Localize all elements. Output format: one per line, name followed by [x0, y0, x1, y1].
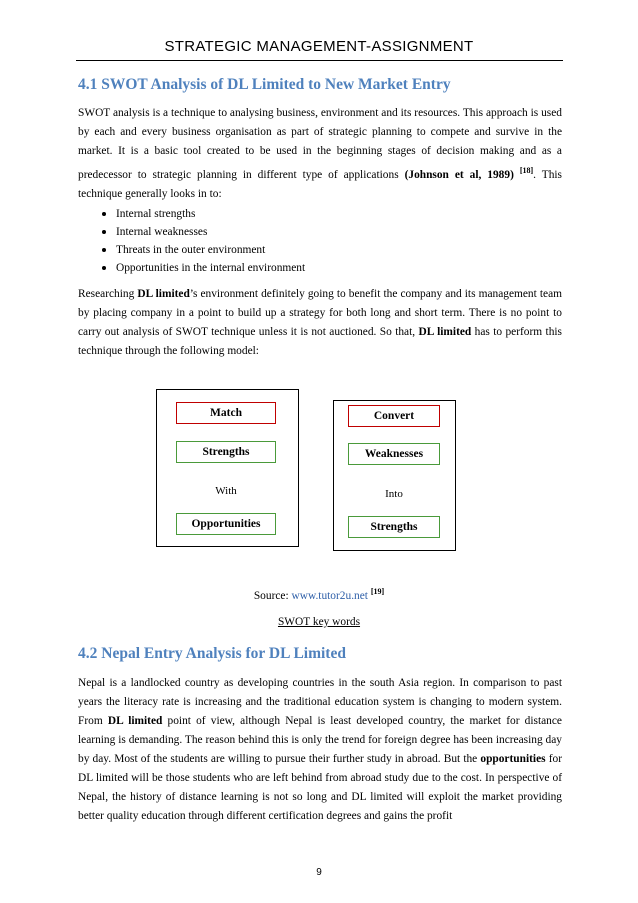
page-header: STRATEGIC MANAGEMENT-ASSIGNMENT	[164, 38, 474, 55]
citation: (Johnson et al, 1989)	[404, 168, 514, 181]
paragraph-research	[78, 285, 562, 361]
company-name: DL limited	[418, 326, 472, 338]
label-opportunities: Opportunities	[176, 513, 276, 535]
paragraph-text: has to perform this technique through the following model:	[78, 326, 562, 357]
company-name: DL limited	[107, 715, 163, 727]
list-item: Opportunities in the internal environment	[78, 259, 305, 277]
label-strengths: Strengths	[176, 441, 276, 463]
reference-marker: [18]	[519, 166, 534, 175]
section-heading-swot: 4.1 SWOT Analysis of DL Limited to New Market Entry	[78, 76, 451, 93]
paragraph-nepal	[78, 674, 562, 826]
paragraph-text: for DL limited will be those students who are left behind from abroad study due to the cost. In perspective of Nepal, the history of distance learning is not so long and DL limited will exploit the market providing better quality education through different certification degrees and gains the profit	[78, 753, 562, 822]
paragraph-text: Researching	[78, 288, 138, 300]
figure-caption	[0, 616, 638, 628]
label-match: Match	[176, 402, 276, 424]
source-line	[0, 587, 638, 602]
source-link[interactable]: www.tutor2u.net	[291, 589, 368, 602]
paragraph-text: ’s environment definitely going to benefit the company and its management team by placing company in a point to build up a strategy for both long and short term. There is no point to carry out analysis of SWOT technique unless it is not auctioned. So that,	[78, 288, 562, 338]
paragraph-swot-intro	[78, 104, 562, 204]
list-item: Internal weaknesses	[78, 223, 305, 241]
connector-with: With	[215, 485, 237, 497]
paragraph-text-tail: . This technique generally looks in to:	[78, 168, 562, 200]
list-item: Internal strengths	[78, 205, 305, 223]
section-heading-nepal: 4.2 Nepal Entry Analysis for DL Limited	[78, 645, 346, 662]
page-number: 9	[316, 867, 322, 878]
caption-text: SWOT key words	[277, 616, 361, 628]
label-weaknesses: Weaknesses	[348, 443, 440, 465]
emphasis-opportunities: opportunities	[480, 753, 546, 765]
list-item: Threats in the outer environment	[78, 241, 305, 259]
reference-marker: [19]	[370, 587, 385, 596]
paragraph-text: point of view, although Nepal is least developed country, the market for distance learning is demanding. The reason behind this is only the trend for foreign degree has been increasing day by day. Most of the students are willing to pursue their further study in abroad. But the	[78, 715, 562, 765]
paragraph-text: SWOT analysis is a technique to analysing business, environment and its resources. This approach is used by each and every business organisation as part of strategic planning to compete and survive in the market. It is a basic tool created to be used in the beginning stages of decision making and as a predecessor to strategic planning in different type of applications	[78, 107, 562, 181]
connector-into: Into	[385, 488, 403, 500]
company-name: DL limited	[137, 288, 190, 300]
bullet-list	[78, 205, 305, 277]
label-convert: Convert	[348, 405, 440, 427]
source-prefix: Source:	[253, 589, 292, 602]
header-rule	[76, 60, 563, 61]
label-strengths-converted: Strengths	[348, 516, 440, 538]
paragraph-text: Nepal is a landlocked country as developing countries in the south Asia region. In comparison to past years the literacy rate is increasing and the traditional education system is changing to modern system. From	[78, 677, 562, 727]
